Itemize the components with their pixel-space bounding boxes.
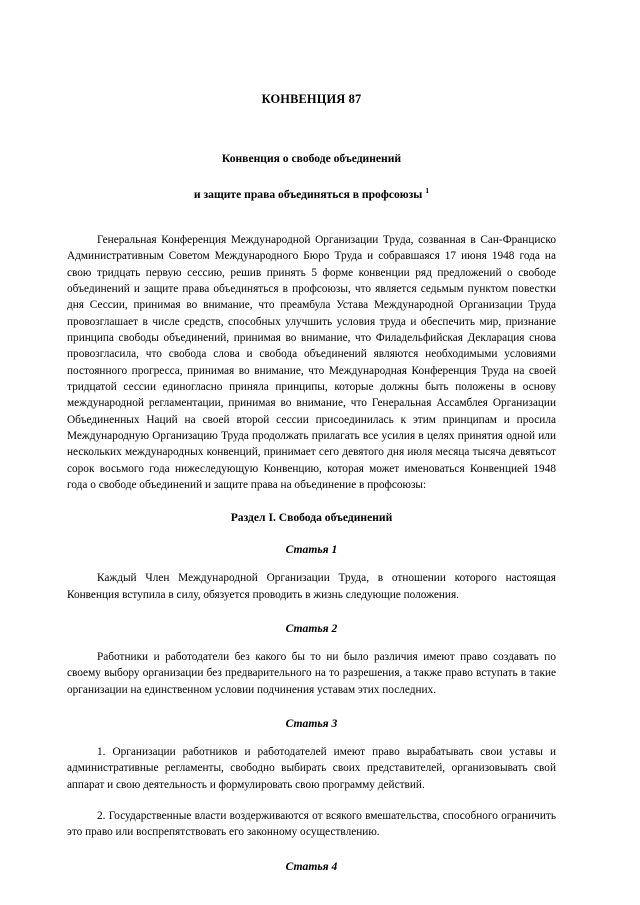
document-subtitle: [67, 107, 556, 201]
article-heading-1: Статья 1: [285, 543, 338, 557]
document-content: [67, 0, 556, 873]
article-1-paragraph-1: Каждый Член Международной Организации Труда, в отношении которого настоящая Конвенция вступила в силу, обязуется проводить в жизнь следующие положения.: [67, 572, 556, 601]
subtitle-line-2-wrapper: [67, 186, 556, 201]
article-heading-2: Статья 2: [285, 622, 338, 636]
article-2-paragraph-1: Работники и работодатели без какого бы то ни было различия имеют право создавать по своему выбору организации без предварительного на то разрешения, а также право вступать в такие организации на единственном условии подчинения уставам этих последних.: [67, 651, 556, 696]
article-3-paragraph-1: 1. Организации работников и работодателей имеют право вырабатывать свои уставы и административные регламенты, свободно выбирать своих представителей, организовывать свой аппарат и свою деятельность и формулировать свою программу действий.: [67, 746, 556, 791]
subtitle-line-2: и защите права объединяться в профсоюзы: [193, 187, 423, 201]
article-3-paragraph-2: 2. Государственные власти воздерживаются от всякого вмешательства, способного ограничить это право или воспрепятствовать его законному осуществлению.: [67, 810, 556, 839]
subtitle-line-1: Конвенция о свободе объединений: [221, 152, 402, 165]
preamble-paragraph: Генеральная Конференция Международной Организации Труда, созванная в Сан-Франциско Административным Советом Международного Бюро Труда и собравшаяся 17 июня 1948 года на свою тридцать первую сессию, решив принять 5 форме конвенции ряд предложений о свободе объединений и защите права объединяться в профсоюзы, что является седьмым пунктом повестки дня Сессии, принимая во внимание, что преамбула Устава Международной Организации Труда провозглашает в числе средств, способных улучшить условия труда и обеспечить мир, признание принципа свободы объединений, принимая во внимание, что Филадельфийская Декларация снова провозгласила, что свобода слова и свобода объединений являются необходимыми условиями постоянного прогресса, принимая во внимание, что Международная Конференция Труда на своей тридцатой сессии единогласно приняла принципы, которые должны быть положены в основу международной регламентации, принимая во внимание, что Генеральная Ассамблея Организации Объединенных Наций на своей второй сессии присоединилась к этим принципам и просила Международную Организацию Труда продолжать прилагать все усилия в целях принятия одной или нескольких международных конвенций, принимает сего девятого дня июля месяца тысяча девятьсот сорок восьмого года нижеследующую Конвенцию, которая может именоваться Конвенцией 1948 года о свободе объединений и защите права на объединение в профсоюзы:: [67, 233, 556, 492]
section-heading-part-1: Раздел I. Свобода объединений: [230, 511, 393, 525]
article-heading-3: Статья 3: [285, 717, 338, 731]
article-heading-4: Статья 4: [285, 859, 338, 873]
footnote-reference-marker: 1: [425, 186, 430, 195]
page-title: КОНВЕНЦИЯ 87: [261, 92, 362, 106]
